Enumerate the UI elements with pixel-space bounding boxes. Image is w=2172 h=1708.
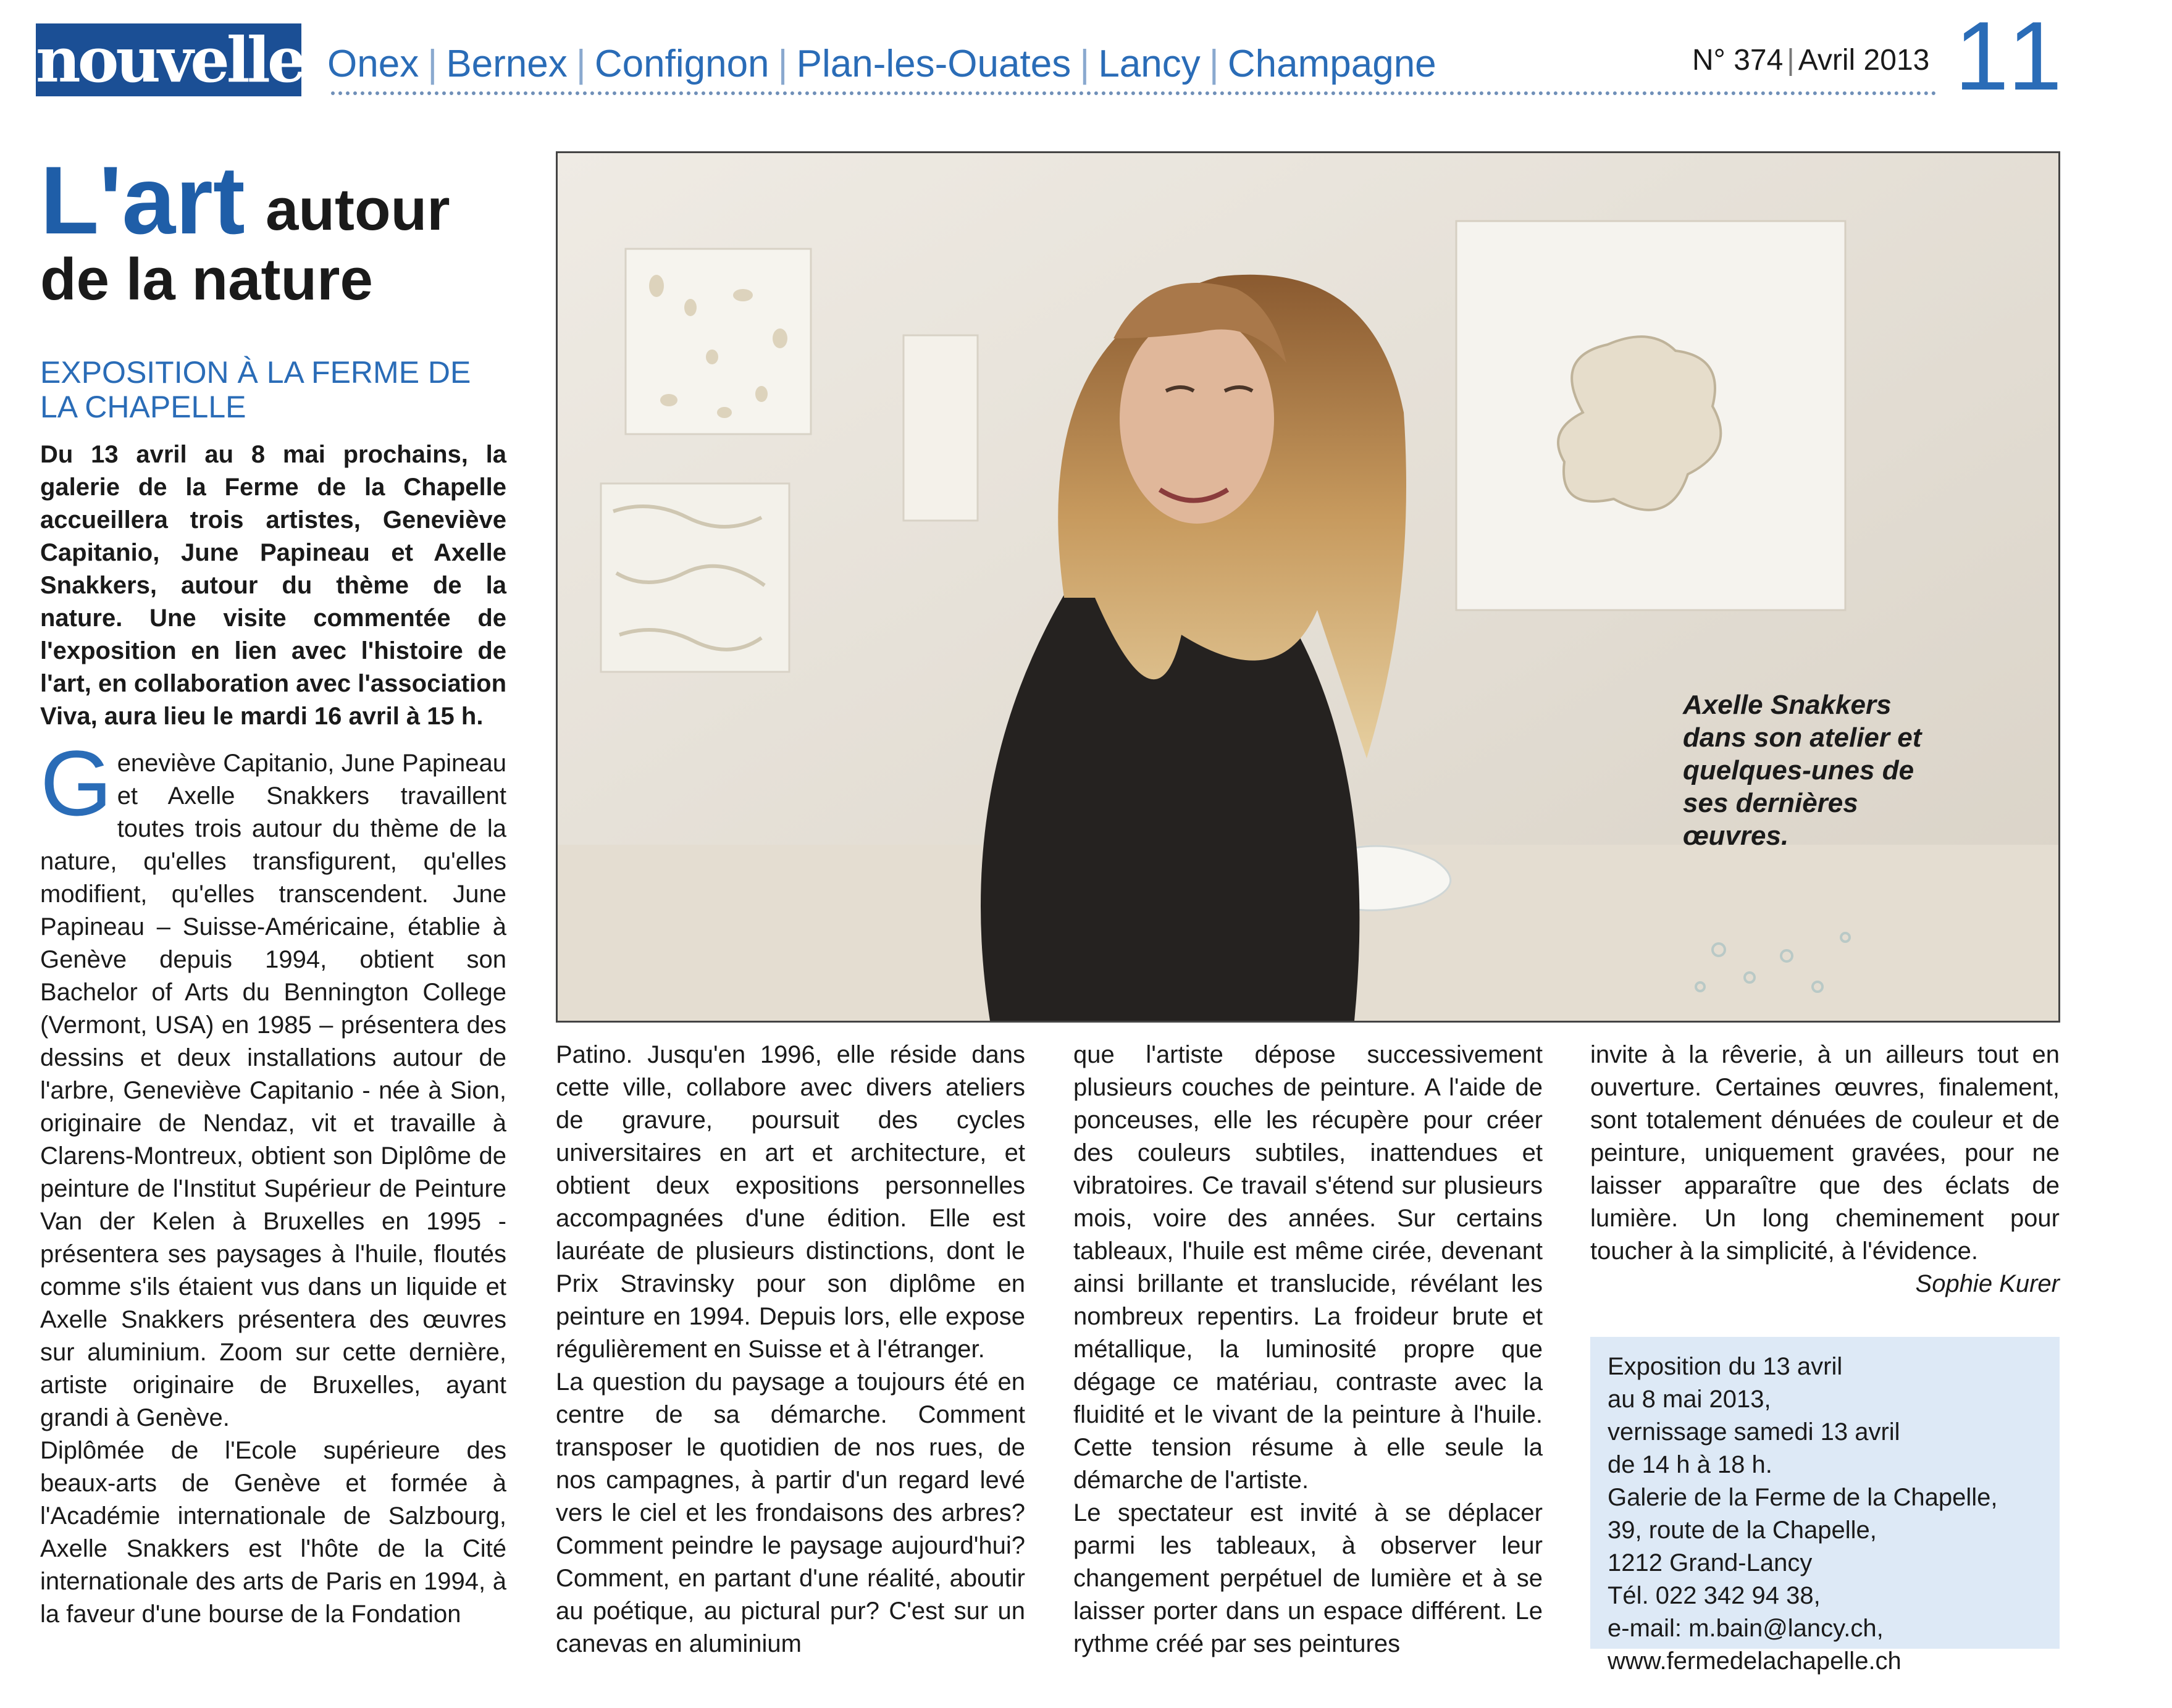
commune-lancy: Lancy <box>1098 42 1201 85</box>
info-line: Exposition du 13 avril <box>1608 1353 1843 1380</box>
paragraph: Le spectateur est invité à se déplacer parmi les tableaux, à observer leur changement perpétuel de lumière et à se laisser porter dans un espace différent. Le rythme créé par ses peintures <box>1073 1499 1543 1657</box>
separator: | <box>1787 44 1795 77</box>
author-signature: Sophie Kurer <box>1915 1270 2060 1297</box>
commune-onex: Onex <box>327 42 419 85</box>
headline-rest-1: autour <box>266 177 450 243</box>
separator: | <box>1209 42 1219 85</box>
article-column-2 <box>556 1039 1025 1660</box>
issue-date: Avril 2013 <box>1798 44 1930 77</box>
info-line: au 8 mai 2013, <box>1608 1386 1771 1413</box>
article-column-3 <box>1073 1039 1543 1660</box>
paragraph: La question du paysage a toujours été en centre de sa démarche. Comment transposer le quotidien de nos rues, de nos campagnes, à partir d'un regard levé vers le ciel et les frondaisons des arbres? Comment peindre le paysage aujourd'hui? Comment, en partant d'une réalité, aboutir au poétique, au pictural pur? C'est sur un canevas en aluminium <box>556 1368 1025 1657</box>
commune-plan-les-ouates: Plan-les-Ouates <box>796 42 1071 85</box>
info-line: Tél. 022 342 94 38, <box>1608 1582 1821 1609</box>
page-number: 11 <box>1955 2 2069 111</box>
separator: | <box>1080 42 1090 85</box>
article-intro: Du 13 avril au 8 mai prochains, la galerie de la Ferme de la Chapelle accueillera trois artistes, Geneviève Capitanio, June Papineau et Axelle Snakkers, autour du thème de la nature. Une visite commentée de l'exposition en lien avec l'histoire de l'art, en collaboration avec l'association Viva, aura lieu le mardi 16 avril à 15 h. <box>40 441 506 730</box>
issue-info <box>1692 43 1929 77</box>
article-column-4 <box>1590 1039 2060 1300</box>
paragraph: Patino. Jusqu'en 1996, elle réside dans cette ville, collabore avec divers ateliers de gravure, poursuit des cycles universitaires en art et architecture, et obtient deux expositions personnelles accompagnées d'une édition. Elle est lauréate de plusieurs distinctions, dont le Prix Stravinsky pour son diplôme en peinture en 1994. Depuis lors, elle expose régulièrement en Suisse et à l'étranger. <box>556 1041 1025 1363</box>
separator: | <box>427 42 438 85</box>
info-line: 1212 Grand-Lancy <box>1608 1549 1813 1576</box>
commune-confignon: Confignon <box>594 42 769 85</box>
dropcap: G <box>40 731 112 835</box>
info-line: de 14 h à 18 h. <box>1608 1451 1772 1478</box>
photo-illustration <box>558 153 2058 1021</box>
info-website[interactable]: www.fermedelachapelle.ch <box>1608 1647 1902 1675</box>
commune-champagne: Champagne <box>1227 42 1436 85</box>
info-line: Galerie de la Ferme de la Chapelle, <box>1608 1484 1998 1511</box>
issue-number: N° 374 <box>1692 44 1784 77</box>
header-dotted-rule <box>331 91 1937 95</box>
commune-list <box>327 36 1436 91</box>
commune-bernex: Bernex <box>446 42 568 85</box>
separator: | <box>576 42 586 85</box>
paragraph: Diplômée de l'Ecole supérieure des beaux-arts de Genève et formée à l'Académie internationale de Salzbourg, Axelle Snakkers est l'hôte de la Cité internationale des arts de Paris en 1994, à la faveur d'une bourse de la Fondation <box>40 1437 506 1628</box>
info-email[interactable]: e-mail: m.bain@lancy.ch, <box>1608 1615 1884 1642</box>
info-line: vernissage samedi 13 avril <box>1608 1418 1900 1446</box>
paragraph: invite à la rêverie, à un ailleurs tout en ouverture. Certaines œuvres, finalement, sont totalement dénuées de couleur et de peinture, uniquement gravées, pour ne laisser apparaître que des éclats de lumière. Un long cheminement pour toucher à la simplicité, à l'évidence. <box>1590 1041 2060 1265</box>
paragraph: que l'artiste dépose successivement plusieurs couches de peinture. A l'aide de ponceuses, elle les récupère pour créer des couleurs subtiles, inattendues et vibratoires. Ce travail s'étend sur plusieurs mois, voire des années. Sur certains tableaux, l'huile est même cirée, devenant ainsi brillante et translucide, révélant les nombreux repentirs. La froideur brute et métallique, la luminosité propre que dégage ce matériau, contraste avec la fluidité et le vivant de la peinture à l'huile. Cette tension résume à elle seule la démarche de l'artiste. <box>1073 1041 1543 1494</box>
separator: | <box>778 42 788 85</box>
headline-rest-2: de la nature <box>40 246 373 312</box>
photo-caption: Axelle Snakkers dans son atelier et quelques-unes de ses dernières œuvres. <box>1683 690 1922 851</box>
article-column-1 <box>40 731 506 1631</box>
headline-main: L'art <box>40 147 245 254</box>
paragraph: eneviève Capitanio, June Papineau et Axelle Snakkers travaillent toutes trois autour du thème de la nature, qu'elles transfigurent, qu'elles modifient, qu'elles transcendent. June Papineau – Suisse-Américaine, établie à Genève depuis 1994, obtient son Bachelor of Arts du Bennington College (Vermont, USA) en 1985 – présentera des dessins et deux installations autour de l'arbre, Geneviève Capitanio - née à Sion, originaire de Nendaz, vit et travaille à Clarens-Montreux, obtient son Diplôme de peinture de l'Institut Supérieur de Peinture Van der Kelen à Bruxelles en 1995 - présentera ses paysages à l'huile, floutés comme s'ils étaient vus dans un liquide et Axelle Snakkers présentera des œuvres sur aluminium. Zoom sur cette dernière, artiste originaire de Bruxelles, ayant grandi à Genève. <box>40 750 506 1431</box>
article-photo <box>556 151 2060 1023</box>
kicker: EXPOSITION À LA FERME DE LA CHAPELLE <box>40 355 471 424</box>
info-line: 39, route de la Chapelle, <box>1608 1517 1877 1544</box>
exhibition-info-box <box>1590 1337 2060 1675</box>
newspaper-logo: nouvelles <box>36 23 335 96</box>
